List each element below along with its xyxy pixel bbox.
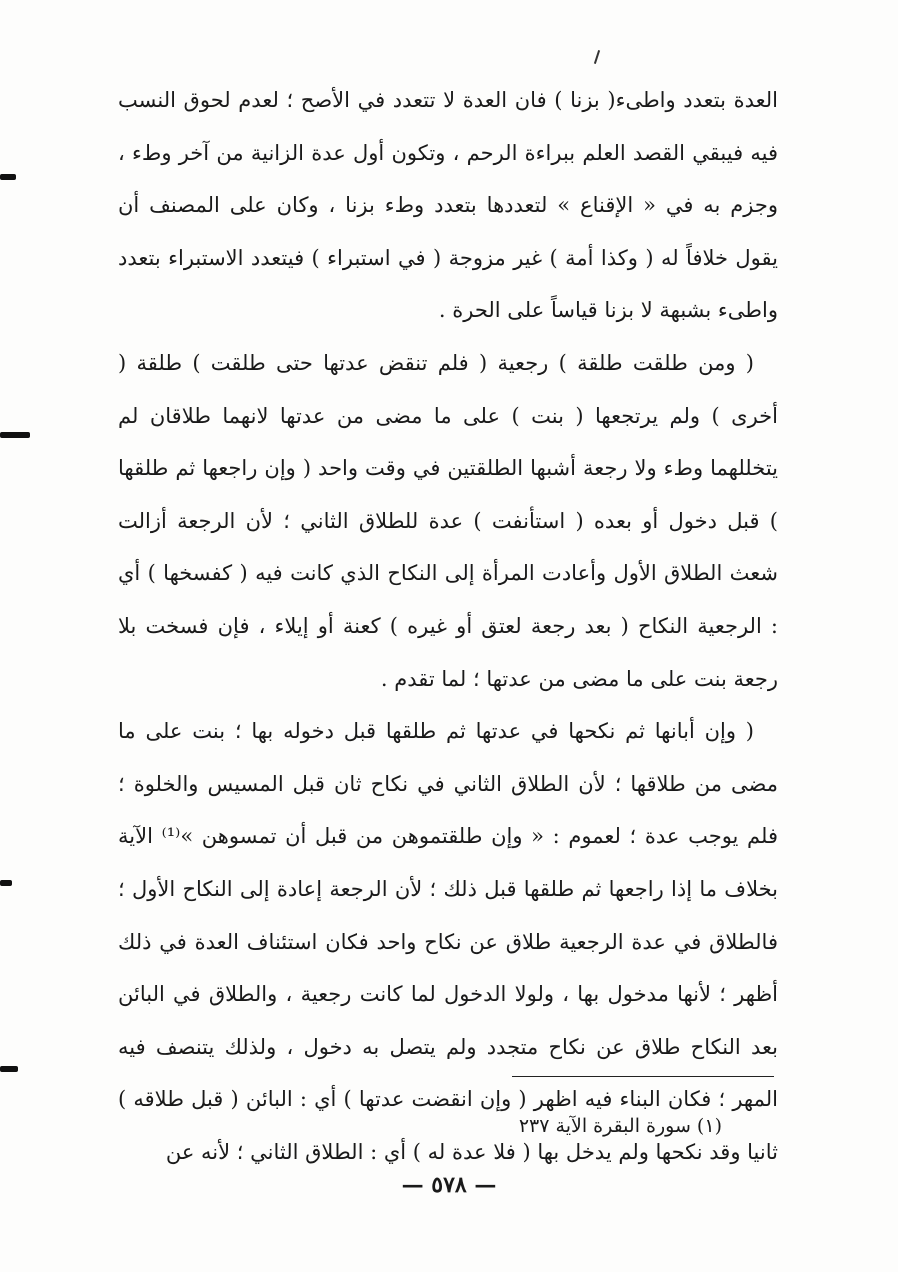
paragraph-3: ( وإن أبانها ثم نكحها في عدتها ثم طلقها قبل دخوله بها ؛ بنت على ما مضى من طلاقها ؛ لأن الطلاق الثاني في نكاح ثان قبل المسيس والخلوة ؛ فلم يوجب عدة ؛ لعموم : « وإن طلقتموهن من قبل أن تمسوهن »⁽¹⁾ الآية بخلاف ما إذا راجعها ثم طلقها قبل ذلك ؛ لأن الرجعة إعادة إلى النكاح الأول ؛ فالطلاق في عدة الرجعية طلاق عن نكاح واحد فكان استئناف العدة في ذلك أظهر ؛ لأنها مدخول بها ، ولولا الدخول لما كانت رجعية ، والطلاق في البائن بعد النكاح طلاق عن نكاح متجدد ولم يتصل به دخول ، ولذلك يتنصف فيه المهر ؛ فكان البناء فيه اظهر ( وإن انقضت عدتها ) أي : البائن ( قبل طلاقه ) ثانيا وقد نكحها ولم يدخل بها ( فلا عدة له ) أي : الطلاق الثاني ؛ لأنه عن [118,719,779,1164]
binding-mark [0,174,16,180]
binding-mark [0,1066,18,1072]
page-number: — ٥٧٨ — [401,1172,497,1198]
paragraph-1: العدة بتعدد واطىء( بزنا ) فان العدة لا تتعدد في الأصح ؛ لعدم لحوق النسب فيه فيبقي القصد العلم ببراءة الرحم ، وتكون أول عدة الزانية من آخر وطء ، وجزم به في « الإقناع » لتعددها بتعدد وطء بزنا ، وكان على المصنف أن يقول خلافاً له ( وكذا أمة ) غير مزوجة ( في استبراء ) فيتعدد الاستبراء بتعدد واطىء بشبهة لا بزنا قياساً على الحرة . [118,88,778,323]
binding-mark [0,432,30,438]
footnote-separator [512,1076,774,1077]
binding-mark [0,880,12,886]
paragraph-2: ( ومن طلقت طلقة ) رجعية ( فلم تنقض عدتها حتى طلقت ) طلقة ( أخرى ) ولم يرتجعها ( بنت ) على ما مضى من عدتها لانهما طلاقان لم يتخللهما وطء ولا رجعة أشبها الطلقتين في وقت واحد ( وإن راجعها ثم طلقها ) قبل دخول أو بعده ( استأنفت ) عدة للطلاق الثاني ؛ لأن الرجعة أزالت شعث الطلاق الأول وأعادت المرأة إلى النكاح الذي كانت فيه ( كفسخها ) أي : الرجعية النكاح ( بعد رجعة لعتق أو غيره ) كعنة أو إيلاء ، فإن فسخت بلا رجعة بنت على ما مضى من عدتها ؛ لما تقدم . [118,350,778,691]
stray-mark [594,50,600,64]
footnote: (١) سورة البقرة الآية ٢٣٧ [518,1115,722,1137]
main-text [118,74,778,1178]
